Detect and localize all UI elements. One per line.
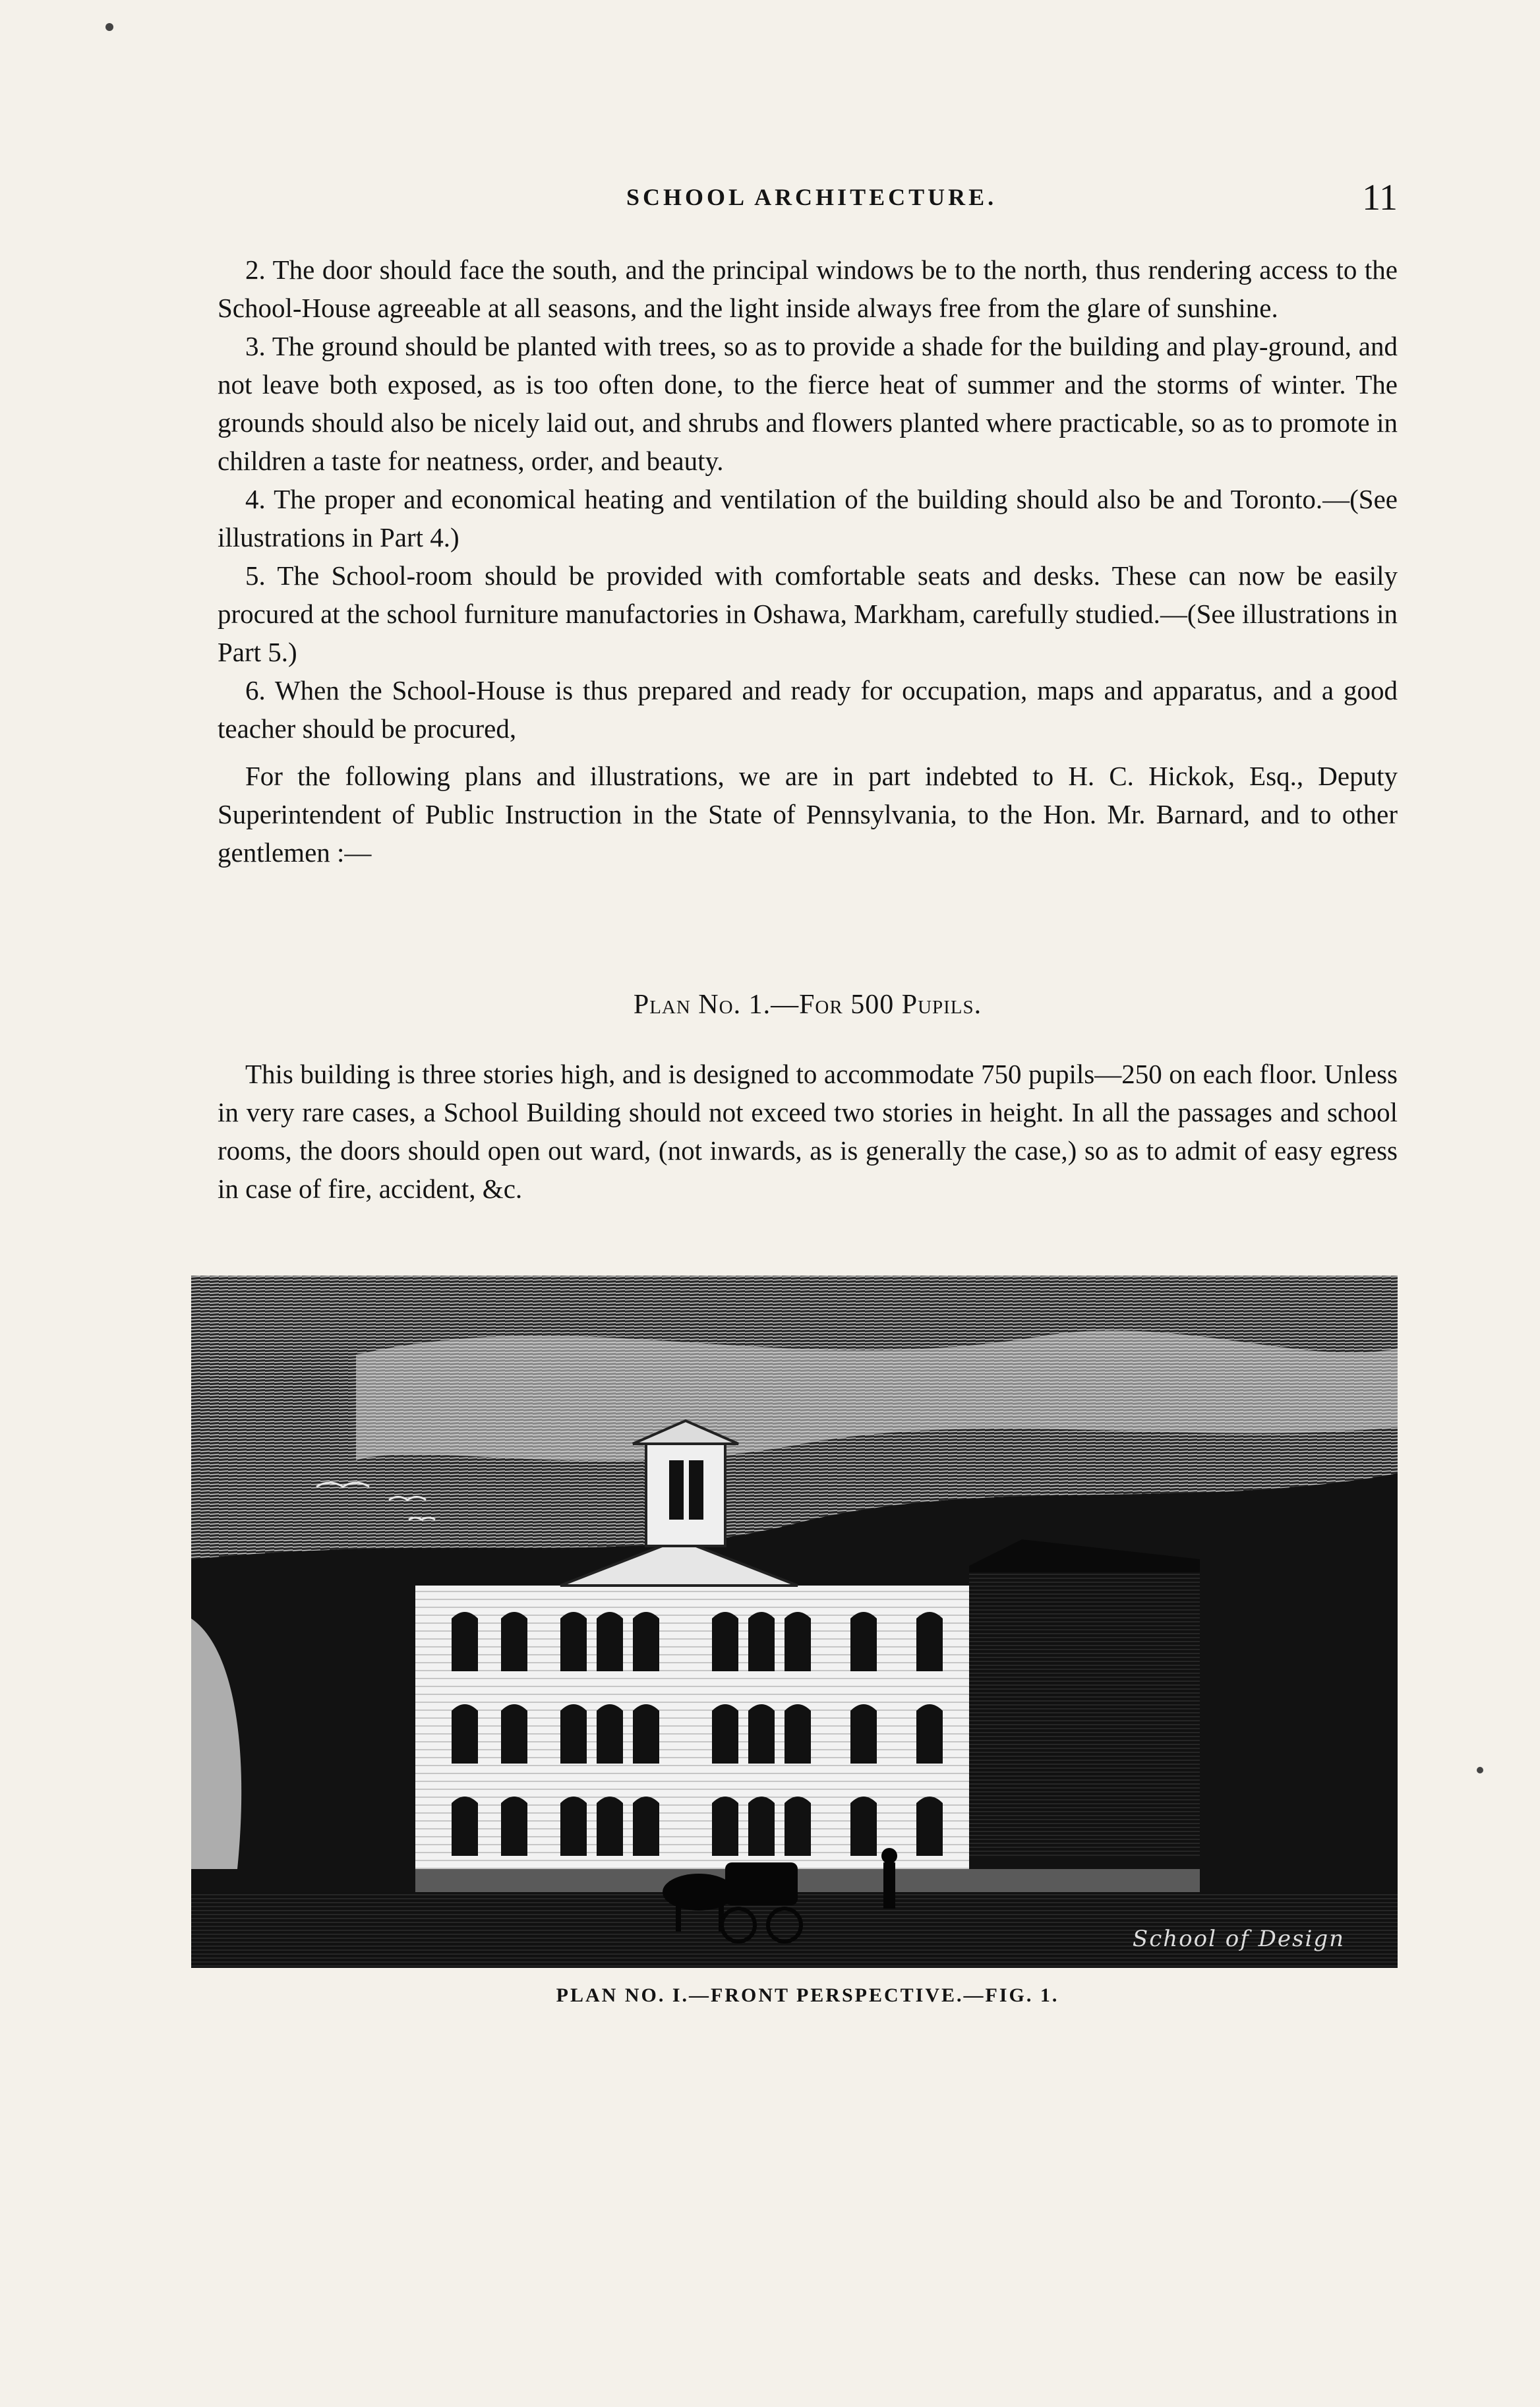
running-head [218,177,1398,229]
facade-window [501,1612,527,1671]
facade-window [560,1704,587,1764]
body-text [218,251,1398,872]
cupola-tower [646,1441,725,1546]
facade-window [748,1612,775,1671]
acknowledgement-paragraph: For the following plans and illustrations, we are in part indebted to H. C. Hickok, Esq., Deputy Superintendent of Public Instruction in the State of Pennsylvania, to the Hon. Mr. Barnard, and to other gentlemen :— [218,761,1398,868]
facade-window [597,1797,623,1856]
facade-window [597,1704,623,1764]
engraving-illustration [191,1276,1398,1968]
cupola-window-left [669,1460,684,1520]
facade-window [785,1797,811,1856]
cupola-window-right [689,1460,703,1520]
engraver-signature: School of Design [1132,1926,1345,1952]
facade-window [452,1612,478,1671]
facade-window [597,1612,623,1671]
facade-window [560,1612,587,1671]
facade-window [850,1704,877,1764]
facade-window [850,1612,877,1671]
facade-window [560,1797,587,1856]
facade-window [452,1797,478,1856]
building-engraving [191,1276,1398,1968]
facade-window [785,1612,811,1671]
facade-window [633,1797,659,1856]
facade-window [501,1704,527,1764]
facade-window [916,1797,943,1856]
page-number: 11 [1362,177,1398,218]
paragraph-6: 6. When the School-House is thus prepared and ready for occupation, maps and apparatus, and a good teacher should be procured, [218,675,1398,744]
facade-window [633,1704,659,1764]
plan-description [218,1055,1398,1208]
figure-caption: PLAN NO. I.—FRONT PERSPECTIVE.—FIG. 1. [556,1984,1059,2006]
facade-window [850,1797,877,1856]
facade-window [712,1797,738,1856]
plan-heading: Plan No. 1.—For 500 Pupils. [633,990,982,1020]
page-speck [105,23,113,31]
facade-window [452,1704,478,1764]
plan-paragraph: This building is three stories high, and is designed to accommodate 750 pupils—250 on each floor. Unless in very rare cases, a School Building should not exceed two stories in height. In all the passages and school rooms, the doors should open out ward, (not inwards, as is generally the case,) so as to admit of easy egress in case of fire, accident, &c. [218,1059,1398,1204]
running-title: SCHOOL ARCHITECTURE. [626,184,997,210]
paragraph-3: 3. The ground should be planted with trees, so as to provide a shade for the building and play-ground, and not leave both exposed, as is too often done, to the fierce heat of summer and the storms of winter. The grounds should also be nicely laid out, and shrubs and flowers planted where practicable, so as to promote in children a taste for neatness, order, and beauty. [218,331,1398,476]
paragraph-4: 4. The proper and economical heating and ventilation of the building should also be and Toronto.—(See illustrations in Part 4.) [218,484,1398,552]
facade-window [633,1612,659,1671]
page-speck [1477,1767,1483,1773]
building-side-shadow [969,1566,1200,1856]
facade-window [748,1797,775,1856]
facade-window [916,1704,943,1764]
paragraph-2: 2. The door should face the south, and the principal windows be to the north, thus rendering access to the School-House agreeable at all seasons, and the light inside always free from the glare of sunshine. [218,254,1398,323]
street-curb [415,1869,1200,1892]
facade-window [785,1704,811,1764]
building-facade [415,1586,969,1869]
facade-window [712,1612,738,1671]
facade-window [916,1612,943,1671]
facade-window [501,1797,527,1856]
paragraph-5: 5. The School-room should be provided with comfortable seats and desks. These can now be easily procured at the school furniture manufactories in Oshawa, Markham, carefully studied.—(See illustrations in Part 5.) [218,560,1398,667]
facade-window [748,1704,775,1764]
facade-window [712,1704,738,1764]
